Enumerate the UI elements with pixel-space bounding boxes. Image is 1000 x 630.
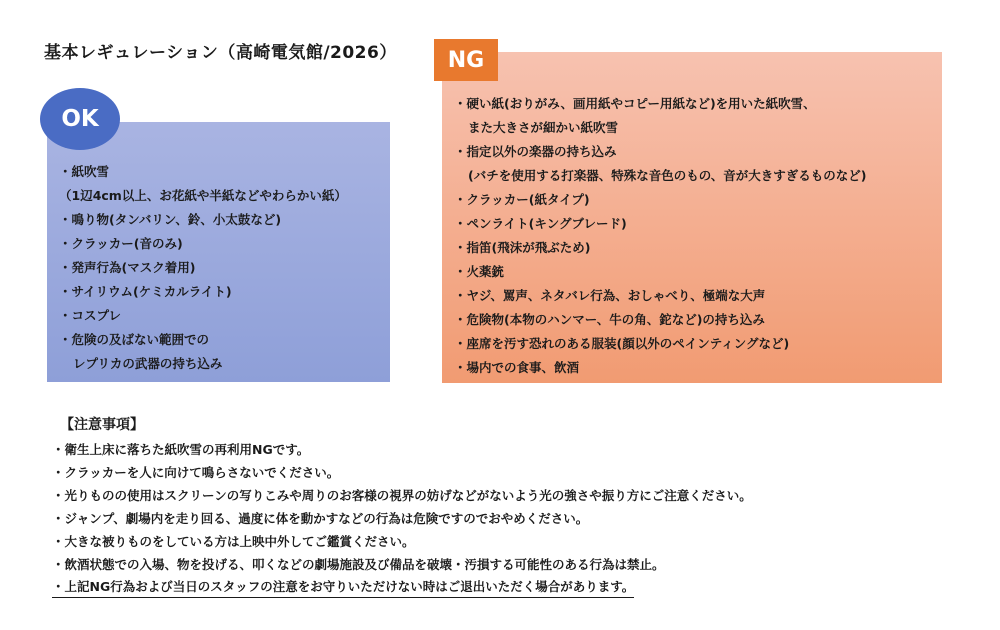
list-item: ・鳴り物(タンバリン、鈴、小太鼓など) — [59, 212, 282, 227]
list-item: また大きさが細かい紙吹雪 — [468, 120, 619, 135]
list-item: ・コスプレ — [59, 308, 122, 323]
list-item: ・大きな被りものをしている方は上映中外してご鑑賞ください。 — [52, 534, 415, 549]
list-item: ・衛生上床に落ちた紙吹雪の再利用NGです。 — [52, 442, 310, 457]
list-item: ・危険の及ばない範囲での — [59, 332, 210, 347]
list-item: ・飲酒状態での入場、物を投げる、叩くなどの劇場施設及び備品を破壊・汚損する可能性のある行為は禁止。 — [52, 557, 665, 572]
ok-panel — [47, 122, 390, 382]
list-item: ・発声行為(マスク着用) — [59, 260, 196, 275]
list-item: ・クラッカー(紙タイプ) — [454, 192, 590, 207]
notes-section — [52, 414, 952, 598]
list-item: レプリカの武器の持ち込み — [73, 356, 223, 371]
list-item: ・指定以外の楽器の持ち込み — [454, 144, 617, 159]
ok-list — [59, 160, 390, 376]
notes-list — [52, 438, 952, 598]
list-item: ・ペンライト(キングブレード) — [454, 216, 627, 231]
list-item: ・危険物(本物のハンマー、牛の角、鉈など)の持ち込み — [454, 312, 765, 327]
list-item: (バチを使用する打楽器、特殊な音色のもの、音が大きすぎるものなど) — [468, 168, 867, 183]
list-item: ・紙吹雪 — [59, 164, 110, 179]
list-item: ・指笛(飛沫が飛ぶため) — [454, 240, 591, 255]
notes-heading: 【注意事項】 — [60, 417, 144, 433]
ng-panel — [442, 52, 942, 383]
list-item: ・硬い紙(おりがみ、画用紙やコピー用紙など)を用いた紙吹雪、 — [454, 96, 816, 111]
list-item: ・ジャンプ、劇場内を走り回る、過度に体を動かすなどの行為は危険ですのでおやめください。 — [52, 511, 589, 526]
list-item: ・上記NG行為および当日のスタッフの注意をお守りいただけない時はご退出いただく場合があります。 — [52, 577, 634, 598]
ng-list — [454, 92, 942, 380]
list-item: ・座席を汚す恐れのある服装(顔以外のペインティングなど) — [454, 336, 790, 351]
ok-badge: OK — [40, 88, 120, 150]
list-item: ・クラッカーを人に向けて鳴らさないでください。 — [52, 465, 340, 480]
list-item: ・火薬銃 — [454, 264, 505, 279]
page-title: 基本レギュレーション（高崎電気館/2026） — [44, 43, 397, 63]
list-item: ・サイリウム(ケミカルライト) — [59, 284, 232, 299]
list-item: ・ヤジ、罵声、ネタバレ行為、おしゃべり、極端な大声 — [454, 288, 766, 303]
list-item: ・光りものの使用はスクリーンの写りこみや周りのお客様の視界の妨げなどがないよう光の強さや振り方にご注意ください。 — [52, 488, 752, 503]
list-item: （1辺4cm以上、お花紙や半紙などやわらかい紙） — [59, 188, 347, 203]
ng-badge: NG — [434, 39, 498, 81]
list-item: ・場内での食事、飲酒 — [454, 360, 580, 375]
list-item: ・クラッカー(音のみ) — [59, 236, 183, 251]
